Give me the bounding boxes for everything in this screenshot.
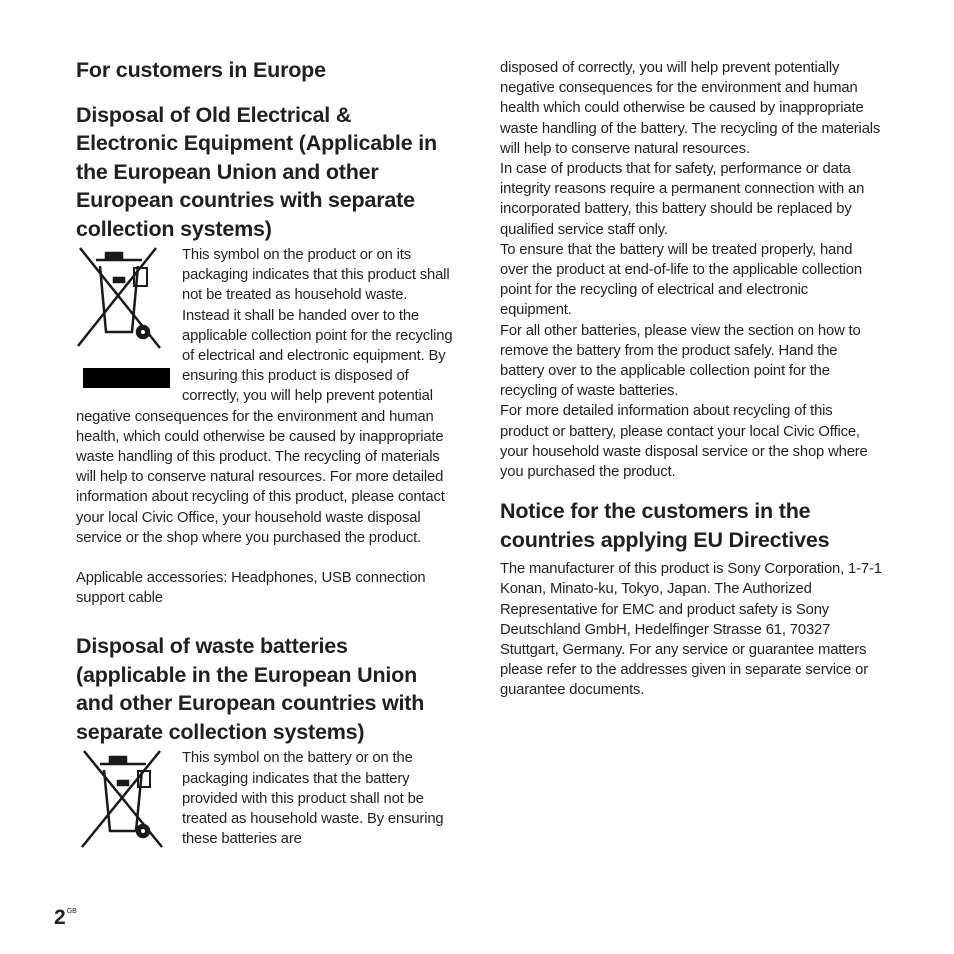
- applicable-accessories: Applicable accessories: Headphones, USB connection support cable: [76, 570, 426, 607]
- crossed-out-wheeled-bin-icon: [76, 244, 180, 354]
- heading-eu-directives: Notice for the customers in the countries applying EU Directives: [500, 499, 830, 552]
- page-number-suffix: GB: [66, 908, 77, 915]
- battery-paragraph-1: disposed of correctly, you will help prevent potentially negative consequences for the environment and human health which could otherwise be caused by inappropriate waste handling of the battery. The recycling of the materials will help to conserve natural resources.: [500, 60, 881, 157]
- weee-symbol: [76, 244, 180, 394]
- battery-paragraph-4: For all other batteries, please view the section on how to remove the battery from the product safely. Hand the battery over to the applicable collection point for the recycling of waste batteries.: [500, 322, 861, 400]
- heading-battery-disposal: Disposal of waste batteries (applicable in the European Union and other European countries with separate collection systems): [76, 634, 425, 744]
- battery-paragraph-3: To ensure that the battery will be treated properly, hand over the product at end-of-life to the applicable collection point for the recycling of electrical and electronic equipment.: [500, 241, 862, 319]
- battery-paragraph-5: For more detailed information about recycling of this product or battery, please contact your local Civic Office, your household waste disposal service or the shop where you purchased the product.: [500, 403, 868, 481]
- notice-text: The manufacturer of this product is Sony Corporation, 1-7-1 Konan, Minato-ku, Tokyo, Japan. The Authorized Representative for EMC and product safety is Sony Deutschland GmbH, Hedelfinger Strasse 61, 70327 Stuttgart, Germany. For any service or guarantee matters please refer to the addresses given in separate service or guarantee documents.: [500, 561, 882, 699]
- page-number-value: 2: [54, 906, 66, 929]
- battery-paragraph-2: In case of products that for safety, performance or data integrity reasons require a permanent connection with an incorporated battery, this battery should be replaced by qualified service staff only.: [500, 161, 865, 238]
- heading-weee-disposal: Disposal of Old Electrical & Electronic Equipment (Applicable in the European Union and other European countries with separate collection systems): [76, 102, 437, 241]
- battery-section: [76, 747, 456, 849]
- left-column: [76, 56, 456, 849]
- weee-section: [76, 244, 456, 548]
- black-bar: [83, 368, 170, 388]
- battery-text: This symbol on the battery or on the packaging indicates that the battery provided with this product shall not be treated as household waste. By ensuring these batteries are: [182, 750, 444, 848]
- weee-text: This symbol on the product or on its packaging indicates that this product shall not be treated as household waste. Instead it shall be handed over to the applicable collection point for the recycling of electrical and electronic equipment. By ensuring this product is disposed of correctly, you will help prevent potential negative consequences for the environment and human health, which could otherwise be caused by inappropriate waste handling of this product. The recycling of materials will help to conserve natural resources. For more detailed information about recycling of this product, please contact your local Civic Office, your household waste disposal service or the shop where you purchased the product.: [76, 247, 453, 546]
- heading-customers-europe: For customers in Europe: [76, 58, 326, 82]
- battery-symbol: [76, 747, 180, 849]
- page-number: [54, 906, 77, 930]
- crossed-out-wheeled-bin-icon: [76, 747, 180, 851]
- right-column: [500, 58, 882, 701]
